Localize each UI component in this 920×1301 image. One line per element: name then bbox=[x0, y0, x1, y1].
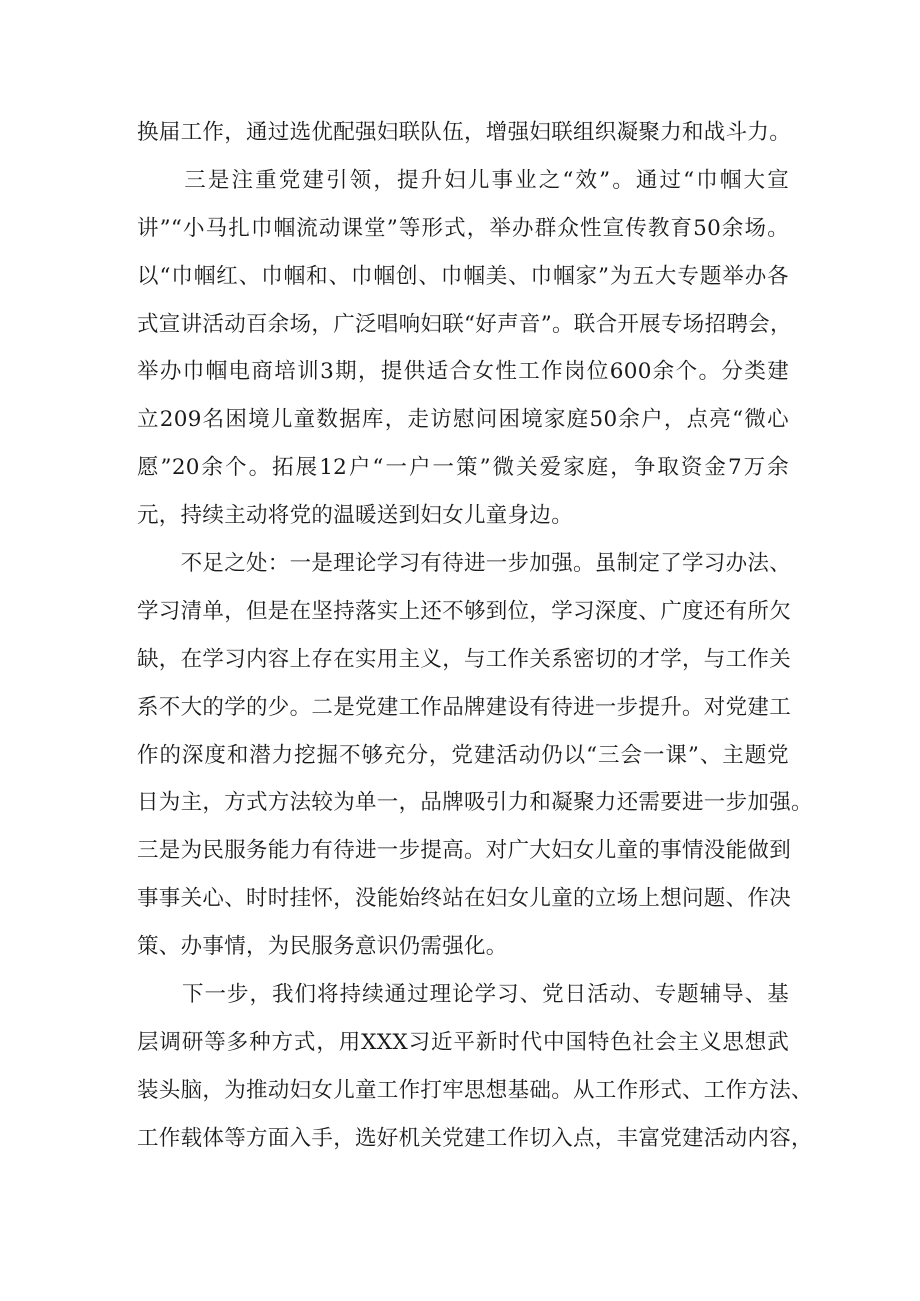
text-line: 缺，在学习内容上存在实用主义，与工作关系密切的才学，与工作关 bbox=[137, 646, 792, 672]
paragraph-3 bbox=[137, 540, 813, 971]
text-line: 立209名困境儿童数据库，走访慰问困境家庭50余户，点亮“微心 bbox=[137, 407, 789, 433]
text-line: 举办巾帼电商培训3期，提供适合女性工作岗位600余个。分类建 bbox=[137, 359, 789, 385]
text-line: 学习清单，但是在坚持落实上还不够到位，学习深度、广度还有所欠 bbox=[137, 598, 792, 624]
text-line: 不足之处：一是理论学习有待进一步加强。虽制定了学习办法、 bbox=[137, 551, 792, 577]
text-line: 策、办事情，为民服务意识仍需强化。 bbox=[137, 934, 508, 960]
paragraph-4 bbox=[137, 971, 813, 1163]
text-line: 三是注重党建引领，提升妇儿事业之“效”。通过“巾帼大宣 bbox=[137, 167, 789, 193]
text-line: 式宣讲活动百余场，广泛唱响妇联“好声音”。联合开展专场招聘会， bbox=[137, 311, 792, 337]
text-line: 三是为民服务能力有待进一步提高。对广大妇女儿童的事情没能做到 bbox=[137, 838, 792, 864]
paragraph-2 bbox=[137, 157, 792, 540]
text-line: 层调研等多种方式，用XXX习近平新时代中国特色社会主义思想武 bbox=[137, 1029, 789, 1055]
text-line: 下一步，我们将持续通过理论学习、党日活动、专题辅导、基 bbox=[137, 982, 789, 1008]
text-line: 讲”“小马扎巾帼流动课堂”等形式，举办群众性宣传教育50余场。 bbox=[137, 215, 789, 241]
text-line: 日为主，方式方法较为单一，品牌吸引力和凝聚力还需要进一步加强。 bbox=[137, 790, 813, 816]
text-line: 元，持续主动将党的温暖送到妇女儿童身边。 bbox=[137, 503, 574, 529]
text-line: 愿”20余个。拓展12户“一户一策”微关爱家庭，争取资金7万余 bbox=[137, 455, 789, 481]
paragraph-1 bbox=[137, 109, 792, 157]
text-line: 换届工作，通过选优配强妇联队伍，增强妇联组织凝聚力和战斗力。 bbox=[137, 120, 792, 145]
text-line: 装头脑，为推动妇女儿童工作打牢思想基础。从工作形式、工作方法、 bbox=[137, 1077, 813, 1103]
document-body bbox=[137, 109, 813, 1163]
text-line: 作的深度和潜力挖掘不够充分，党建活动仍以“三会一课”、主题党 bbox=[137, 742, 789, 768]
text-line: 工作载体等方面入手，选好机关党建工作切入点，丰富党建活动内容， bbox=[137, 1125, 813, 1151]
text-line: 系不大的学的少。二是党建工作品牌建设有待进一步提升。对党建工 bbox=[137, 694, 792, 720]
text-line: 以“巾帼红、巾帼和、巾帼创、巾帼美、巾帼家”为五大专题举办各 bbox=[137, 263, 789, 289]
text-line: 事事关心、时时挂怀，没能始终站在妇女儿童的立场上想问题、作决 bbox=[137, 886, 792, 912]
